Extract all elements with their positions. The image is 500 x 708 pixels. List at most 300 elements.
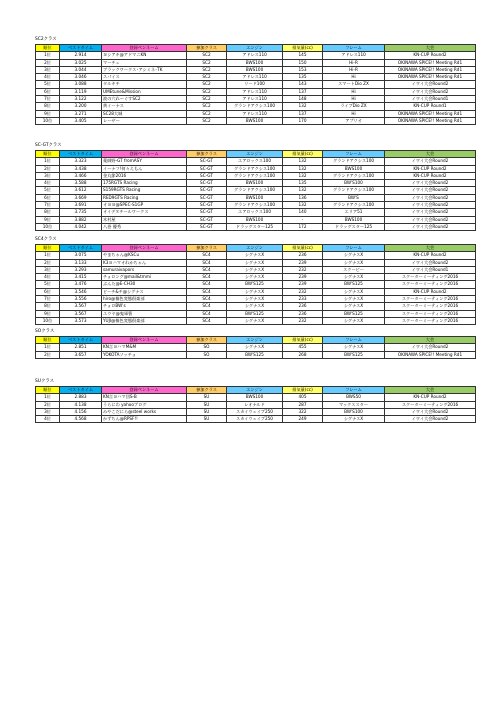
engine-cell: BWS100 [227, 194, 283, 201]
header-row [36, 387, 476, 394]
header-displacement: 排気量(cc) [283, 45, 323, 52]
engine-cell: レオナルド [227, 401, 283, 408]
header-frame: フレーム [323, 337, 385, 344]
class-cell: SC-GT [187, 172, 227, 179]
header-engine: エンジン [227, 45, 283, 52]
displacement-cell: 172 [283, 223, 323, 230]
event-cell: イワイ大会Round2 [385, 416, 476, 423]
table-row [36, 103, 476, 110]
class-cell: SC-GT [187, 180, 227, 187]
event-cell: イワイ大会Round2 [385, 180, 476, 187]
class-cell: SC4 [187, 252, 227, 259]
ranking-table [35, 150, 476, 231]
header-frame: フレーム [323, 387, 385, 394]
class-cell: SC2 [187, 88, 227, 95]
best-time-cell: 3.567 [60, 303, 102, 310]
header-frame: フレーム [323, 151, 385, 158]
header-event: 大会 [385, 245, 476, 252]
event-cell: イワイ大会Round2 [385, 202, 476, 209]
rank-cell: 3位 [36, 172, 60, 179]
frame-cell: シグナスX [323, 259, 385, 266]
engine-cell: BWS100 [227, 394, 283, 401]
class-cell: SC4 [187, 274, 227, 281]
pen-name-cell: やまちゃん@KSCu [102, 252, 187, 259]
class-cell: SC4 [187, 259, 227, 266]
table-row [36, 117, 476, 124]
class-cell: SU [187, 401, 227, 408]
table-row [36, 165, 476, 172]
pen-name-cell: 175RGTS Racing [102, 180, 187, 187]
event-cell: スクーターミーティング2016 [385, 296, 476, 303]
displacement-cell: 322 [283, 408, 323, 415]
pen-name-cell: みやこだにら@steel works [102, 408, 187, 415]
pen-name-cell: 波の穴れ～ぐすSC2 [102, 96, 187, 103]
frame-cell: BW'S125 [323, 351, 385, 358]
rank-cell: 9位 [36, 310, 60, 317]
table-row [36, 194, 476, 201]
frame-cell: BWS100 [323, 216, 385, 223]
section-so [35, 328, 475, 359]
displacement-cell: 148 [283, 96, 323, 103]
rank-cell: 7位 [36, 96, 60, 103]
displacement-cell: 455 [283, 344, 323, 351]
class-cell: SC2 [187, 96, 227, 103]
event-cell: イワイ大会Round2 [385, 216, 476, 223]
ranking-table [35, 44, 476, 125]
event-cell: イワイ大会Round2 [385, 81, 476, 88]
section-title: SUクラス [35, 379, 55, 384]
table-row [36, 408, 476, 415]
ranking-table [35, 336, 476, 359]
table-row [36, 158, 476, 165]
header-pen-name: 登録ペンネーム [102, 45, 187, 52]
engine-cell: ドラッグスター125 [227, 223, 283, 230]
pen-name-cell: ぶんた@E-CH30 [102, 281, 187, 288]
engine-cell: シグナスX [227, 288, 283, 295]
pen-name-cell: 黄イーナス [102, 103, 187, 110]
best-time-cell: 3.293 [60, 266, 102, 273]
section-su [35, 378, 475, 423]
displacement-cell: 140 [283, 209, 323, 216]
displacement-cell: 153 [283, 66, 323, 73]
pen-name-cell: YOKOTAソッチョ [102, 351, 187, 358]
frame-cell: グランドアクシス100 [323, 172, 385, 179]
section-sc4 [35, 236, 475, 325]
header-pen-name: 登録ペンネーム [102, 151, 187, 158]
pen-name-cell: イーナフ!何々えもん [102, 165, 187, 172]
rank-cell: 2位 [36, 59, 60, 66]
rank-cell: 9位 [36, 216, 60, 223]
event-cell: KN-CUP Round2 [385, 165, 476, 172]
header-displacement: 排気量(cc) [283, 387, 323, 394]
engine-cell: BW'S125 [227, 310, 283, 317]
pen-name-cell: ヨシアキ@アドマニKN [102, 52, 187, 59]
event-cell: イワイ大会Round2 [385, 209, 476, 216]
frame-cell: Hi-R [323, 66, 385, 73]
displacement-cell: 132 [283, 172, 323, 179]
rank-cell: 10位 [36, 223, 60, 230]
table-row [36, 416, 476, 423]
displacement-cell: 233 [283, 296, 323, 303]
best-time-cell: 2.914 [60, 52, 102, 59]
section-title: SC-GTクラス [35, 143, 62, 148]
displacement-cell: 136 [283, 194, 323, 201]
frame-cell: シグナスX [323, 303, 385, 310]
best-time-cell: 4.568 [60, 416, 102, 423]
pen-name-cell: 八巻 優秀 [102, 223, 187, 230]
header-rank: 順位 [36, 45, 60, 52]
pen-name-cell: ブラックワークス･アシミネ･TK [102, 66, 187, 73]
event-cell: OKINAWA SPICE!! Meeting Rd1 [385, 74, 476, 81]
displacement-cell: 145 [283, 52, 323, 59]
event-cell: スクーターミーティング2016 [385, 281, 476, 288]
table-row [36, 259, 476, 266]
engine-cell: アドレス110 [227, 96, 283, 103]
event-cell: OKINAWA SPICE!! Meeting Rd1 [385, 351, 476, 358]
table-row [36, 303, 476, 310]
engine-cell: エアロックス100 [227, 158, 283, 165]
header-row [36, 151, 476, 158]
pen-name-cell: うらにわ yahooブログ [102, 401, 187, 408]
frame-cell: シグナスX [323, 416, 385, 423]
pen-name-cell: ピーチ&チ@シグナス [102, 288, 187, 295]
event-cell: OKINAWA SPICE!! Meeting Rd1 [385, 117, 476, 124]
displacement-cell: 132 [283, 103, 323, 110]
class-cell: SC-GT [187, 216, 227, 223]
table-row [36, 401, 476, 408]
displacement-cell: 239 [283, 274, 323, 281]
frame-cell: Hi [323, 110, 385, 117]
table-row [36, 209, 476, 216]
frame-cell: シグナスX [323, 274, 385, 281]
table-row [36, 394, 476, 401]
rank-cell: 1位 [36, 344, 60, 351]
rank-cell: 4位 [36, 416, 60, 423]
table-row [36, 351, 476, 358]
class-cell: SC-GT [187, 165, 227, 172]
displacement-cell: 236 [283, 310, 323, 317]
class-cell: SC-GT [187, 187, 227, 194]
header-class: 参加クラス [187, 387, 227, 394]
best-time-cell: 3.657 [60, 351, 102, 358]
event-cell: スクーターミーティング2016 [385, 401, 476, 408]
displacement-cell: 137 [283, 110, 323, 117]
table-row [36, 88, 476, 95]
engine-cell: アドレス110 [227, 52, 283, 59]
event-cell: イワイ大会Round2 [385, 259, 476, 266]
pen-name-cell: K3ヨハマオれかちゃん [102, 259, 187, 266]
engine-cell: リード100 [227, 81, 283, 88]
table-row [36, 172, 476, 179]
class-cell: SO [187, 344, 227, 351]
frame-cell: エリア51 [323, 209, 385, 216]
engine-cell: アドレス110 [227, 110, 283, 117]
best-time-cell: 3.046 [60, 74, 102, 81]
pen-name-cell: KN言ヨハマ団S-B [102, 394, 187, 401]
frame-cell: BWS50 [323, 394, 385, 401]
displacement-cell: 132 [283, 202, 323, 209]
class-cell: SC2 [187, 117, 227, 124]
class-cell: SC4 [187, 266, 227, 273]
rank-cell: 4位 [36, 74, 60, 81]
displacement-cell: 287 [283, 401, 323, 408]
table-row [36, 252, 476, 259]
event-cell: イワイ大会Round2 [385, 194, 476, 201]
event-cell: KN-CUP Round2 [385, 252, 476, 259]
best-time-cell: 3.122 [60, 96, 102, 103]
engine-cell: グランドアクシス100 [227, 202, 283, 209]
engine-cell: シグナスX [227, 344, 283, 351]
event-cell: KN-CUP Round1 [385, 103, 476, 110]
frame-cell: BW'S100 [323, 408, 385, 415]
engine-cell: エアロックス100 [227, 209, 283, 216]
engine-cell: BWS100 [227, 59, 283, 66]
engine-cell: BWS100 [227, 66, 283, 73]
pen-name-cell: マーチュ [102, 59, 187, 66]
event-cell: イワイ大会Round1 [385, 96, 476, 103]
frame-cell: Hi [323, 88, 385, 95]
header-displacement: 排気量(cc) [283, 337, 323, 344]
engine-cell: グランドアクシス100 [227, 103, 283, 110]
pen-name-cell: オヨヨ@SPEC-S1GP [102, 202, 187, 209]
table-row [36, 216, 476, 223]
table-row [36, 59, 476, 66]
header-engine: エンジン [227, 337, 283, 344]
best-time-cell: 2.851 [60, 344, 102, 351]
best-time-cell: 3.612 [60, 187, 102, 194]
event-cell: イワイ大会Round2 [385, 408, 476, 415]
event-cell: KN-CUP Round2 [385, 288, 476, 295]
displacement-cell: 405 [283, 394, 323, 401]
frame-cell: Hi [323, 74, 385, 81]
class-cell: SC2 [187, 103, 227, 110]
best-time-cell: 3.415 [60, 274, 102, 281]
class-cell: SC2 [187, 74, 227, 81]
event-cell: イワイ大会Round2 [385, 88, 476, 95]
frame-cell: ライブDio ZX [323, 103, 385, 110]
displacement-cell: 232 [283, 288, 323, 295]
best-time-cell: 3.882 [60, 216, 102, 223]
best-time-cell: 3.200 [60, 103, 102, 110]
header-pen-name: 登録ペンネーム [102, 387, 187, 394]
section-title: SC2クラス [35, 37, 57, 42]
engine-cell: グランドアクシス100 [227, 165, 283, 172]
table-row [36, 223, 476, 230]
class-cell: SC4 [187, 310, 227, 317]
event-cell: スクーターミーティング2016 [385, 303, 476, 310]
rank-cell: 8位 [36, 103, 60, 110]
best-time-cell: 4.156 [60, 408, 102, 415]
header-rank: 順位 [36, 337, 60, 344]
class-cell: SC-GT [187, 158, 227, 165]
class-cell: SC4 [187, 303, 227, 310]
best-time-cell: 3.573 [60, 317, 102, 324]
event-cell: スクーターミーティング2016 [385, 310, 476, 317]
class-cell: SU [187, 394, 227, 401]
rank-cell: 1位 [36, 394, 60, 401]
frame-cell: グランドアクシス100 [323, 202, 385, 209]
pen-name-cell: オイデヌチールワークス [102, 209, 187, 216]
table-row [36, 66, 476, 73]
pen-name-cell: hiro@楠色変態倶楽部 [102, 296, 187, 303]
frame-cell: シグナスX [323, 296, 385, 303]
header-event: 大会 [385, 337, 476, 344]
rank-cell: 3位 [36, 66, 60, 73]
header-rank: 順位 [36, 151, 60, 158]
header-best-time: ベストタイム [60, 387, 102, 394]
table-row [36, 74, 476, 81]
header-engine: エンジン [227, 245, 283, 252]
displacement-cell: 239 [283, 281, 323, 288]
displacement-cell: - [283, 216, 323, 223]
header-class: 参加クラス [187, 245, 227, 252]
best-time-cell: 3.025 [60, 59, 102, 66]
engine-cell: アドレス110 [227, 74, 283, 81]
pen-name-cell: S159RGTS Racing [102, 187, 187, 194]
best-time-cell: 3.044 [60, 66, 102, 73]
table-row [36, 296, 476, 303]
rank-cell: 5位 [36, 81, 60, 88]
engine-cell: シグナスX [227, 296, 283, 303]
header-engine: エンジン [227, 387, 283, 394]
table-row [36, 281, 476, 288]
section-sc2 [35, 36, 475, 125]
pen-name-cell: UMEtune&Mission [102, 88, 187, 95]
event-cell: OKINAWA SPICE!! Meeting Rd1 [385, 110, 476, 117]
pen-name-cell: samuraivapors [102, 266, 187, 273]
engine-cell: シグナスX [227, 259, 283, 266]
displacement-cell: 170 [283, 117, 323, 124]
header-engine: エンジン [227, 151, 283, 158]
engine-cell: シグナスX [227, 252, 283, 259]
best-time-cell: 3.588 [60, 180, 102, 187]
class-cell: SC4 [187, 317, 227, 324]
table-row [36, 180, 476, 187]
displacement-cell: 135 [283, 180, 323, 187]
table-row [36, 288, 476, 295]
frame-cell: マックススター [323, 401, 385, 408]
header-best-time: ベストタイム [60, 151, 102, 158]
event-cell: KN-CUP Round2 [385, 172, 476, 179]
displacement-cell: 249 [283, 416, 323, 423]
displacement-cell: 132 [283, 187, 323, 194]
frame-cell: Hi-R [323, 59, 385, 66]
rank-cell: 8位 [36, 209, 60, 216]
rank-cell: 1位 [36, 52, 60, 59]
best-time-cell: 3.323 [60, 158, 102, 165]
rank-cell: 4位 [36, 274, 60, 281]
frame-cell: BW'S [323, 194, 385, 201]
best-time-cell: 3.546 [60, 288, 102, 295]
pen-name-cell: YUJI@楠色変態倶楽部 [102, 317, 187, 324]
frame-cell: BWS100 [323, 165, 385, 172]
rank-cell: 10位 [36, 317, 60, 324]
pen-name-cell: スパイス [102, 74, 187, 81]
frame-cell: シグナスX [323, 288, 385, 295]
best-time-cell: 3.556 [60, 296, 102, 303]
rank-cell: 10位 [36, 117, 60, 124]
pen-name-cell: ユウヤ@鬼軍曹 [102, 310, 187, 317]
rank-cell: 6位 [36, 88, 60, 95]
table-row [36, 274, 476, 281]
displacement-cell: 239 [283, 259, 323, 266]
class-cell: SC2 [187, 81, 227, 88]
engine-cell: シグナスX [227, 303, 283, 310]
rank-cell: 7位 [36, 296, 60, 303]
engine-cell: グランドアクシス100 [227, 187, 283, 194]
event-cell: イワイ大会Round1 [385, 266, 476, 273]
header-best-time: ベストタイム [60, 337, 102, 344]
event-cell: スクーターミーティング2016 [385, 317, 476, 324]
frame-cell: スクーピー [323, 266, 385, 273]
frame-cell: Hi [323, 96, 385, 103]
frame-cell: シグナスX [323, 317, 385, 324]
event-cell: スクーターミーティング2016 [385, 274, 476, 281]
best-time-cell: 3.088 [60, 81, 102, 88]
best-time-cell: 3.567 [60, 310, 102, 317]
best-time-cell: 3.133 [60, 259, 102, 266]
pen-name-cell: タルキチ [102, 81, 187, 88]
displacement-cell: 236 [283, 252, 323, 259]
rank-cell: 8位 [36, 303, 60, 310]
header-event: 大会 [385, 387, 476, 394]
engine-cell: BW'S125 [227, 351, 283, 358]
displacement-cell: 143 [283, 81, 323, 88]
pen-name-cell: 木村屋 [102, 216, 187, 223]
class-cell: SU [187, 416, 227, 423]
displacement-cell: 268 [283, 351, 323, 358]
table-row [36, 81, 476, 88]
header-class: 参加クラス [187, 151, 227, 158]
table-row [36, 317, 476, 324]
class-cell: SC-GT [187, 202, 227, 209]
class-cell: SC-GT [187, 194, 227, 201]
event-cell: イワイ大会Round2 [385, 344, 476, 351]
rank-cell: 2位 [36, 401, 60, 408]
header-pen-name: 登録ペンネーム [102, 245, 187, 252]
engine-cell: BWS100 [227, 180, 283, 187]
frame-cell: スマートDio ZX [323, 81, 385, 88]
rank-cell: 9位 [36, 110, 60, 117]
engine-cell: シグナスX [227, 266, 283, 273]
table-row [36, 202, 476, 209]
event-cell: イワイ大会Round2 [385, 223, 476, 230]
header-displacement: 排気量(cc) [283, 151, 323, 158]
class-cell: SC-GT [187, 209, 227, 216]
displacement-cell: 232 [283, 266, 323, 273]
displacement-cell: 135 [283, 74, 323, 81]
header-best-time: ベストタイム [60, 45, 102, 52]
event-cell: イワイ大会Round2 [385, 158, 476, 165]
header-row [36, 245, 476, 252]
class-cell: SC4 [187, 288, 227, 295]
rank-cell: 6位 [36, 288, 60, 295]
pen-name-cell: RED9GTS Racing [102, 194, 187, 201]
class-cell: SC2 [187, 59, 227, 66]
pen-name-cell: かずちん@RPSF!! [102, 416, 187, 423]
pen-name-cell: チョロBW's [102, 303, 187, 310]
best-time-cell: 3.119 [60, 88, 102, 95]
header-displacement: 排気量(cc) [283, 245, 323, 252]
pen-name-cell: チョロング@mail&tmmi [102, 274, 187, 281]
frame-cell: グランドアクシス100 [323, 187, 385, 194]
best-time-cell: 4.138 [60, 401, 102, 408]
header-class: 参加クラス [187, 45, 227, 52]
best-time-cell: 3.271 [60, 110, 102, 117]
engine-cell: シグナスX [227, 317, 283, 324]
event-cell: OKINAWA SPICE!! Meeting Rd1 [385, 59, 476, 66]
best-time-cell: 3.405 [60, 117, 102, 124]
